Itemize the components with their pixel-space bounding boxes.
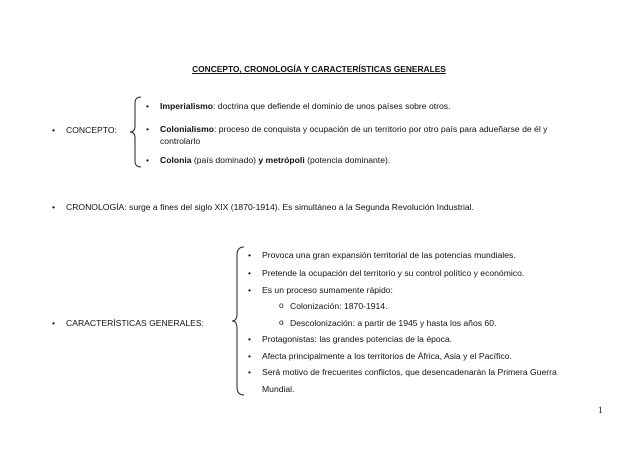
- caract-item-5: • Afecta principalmente a los territorios de África, Asia y el Pacífico.: [262, 351, 512, 361]
- caract-item-4: • Protagonistas: las grandes potencias de la época.: [262, 334, 452, 344]
- term-metropoli: y metrópoli: [258, 155, 305, 165]
- concepto-item-imperialismo: [160, 101, 450, 111]
- caract-item-3: • Es un proceso sumamente rápido:: [262, 285, 393, 295]
- def-metropoli: (potencia dominante).: [304, 155, 391, 165]
- caract-subitem-1: o Colonización: 1870-1914.: [290, 301, 387, 311]
- term-colonialismo: Colonialismo: [160, 124, 214, 134]
- caract-item-6: • Será motivo de frecuentes conflictos, que desencadenarán la Primera Guerra: [262, 367, 557, 377]
- def-imperialismo: : doctrina que defiende el dominio de unos países sobre otros.: [213, 101, 451, 111]
- term-imperialismo: Imperialismo: [160, 101, 214, 111]
- caract-item-2: • Pretende la ocupación del territorio y su control político y económico.: [262, 268, 524, 278]
- caracteristicas-brace: [230, 246, 246, 396]
- caract-subitem-2: o Descolonización: a partir de 1945 y hasta los años 60.: [290, 318, 496, 328]
- concepto-brace: [128, 96, 144, 168]
- page-title: CONCEPTO, CRONOLOGÍA Y CARACTERÍSTICAS GENERALES: [192, 64, 446, 74]
- caract-item-6-cont: Mundial.: [262, 384, 295, 394]
- term-colonia: Colonia: [160, 155, 192, 165]
- def-colonialismo-cont: controlarlo: [160, 136, 201, 146]
- concepto-item-colonialismo: [160, 124, 547, 134]
- page-number: 1: [598, 405, 603, 415]
- def-colonialismo: : proceso de conquista y ocupación de un territorio por otro país para adueñarse de él y: [213, 124, 548, 134]
- cronologia-text: • CRONOLOGÍA: surge a fines del siglo XIX (1870-1914). Es simultáneo a la Segunda Revolución Industrial.: [66, 202, 474, 212]
- concepto-item-colonia: [160, 155, 390, 165]
- def-colonia: (país dominado): [191, 155, 259, 165]
- caract-item-1: • Provoca una gran expansión territorial de las potencias mundiales.: [262, 250, 516, 260]
- caracteristicas-label: • CARACTERÍSTICAS GENERALES:: [66, 318, 204, 328]
- concepto-label: • CONCEPTO:: [66, 125, 117, 135]
